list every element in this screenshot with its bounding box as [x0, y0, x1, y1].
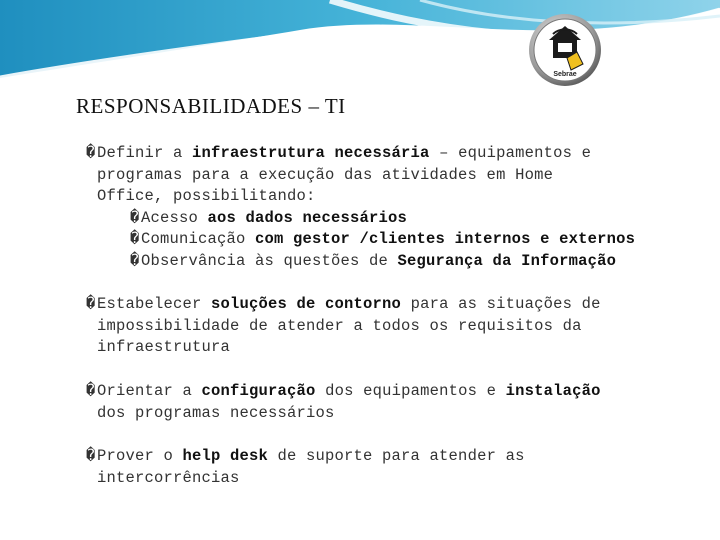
bullet-item: [86, 446, 706, 489]
body-text: Office, possibilitando:: [97, 187, 316, 205]
bullet-marker-icon: �: [130, 230, 140, 248]
house-shield-logo-icon: [527, 12, 603, 88]
sub-bullet-item: [86, 251, 706, 273]
body-text: para as situações de: [401, 295, 601, 313]
body-text: de suporte para atender as: [268, 447, 525, 465]
bullet-marker-icon: �: [86, 447, 96, 465]
emphasis-text: infraestrutura necessária: [192, 144, 430, 162]
bullet-marker-icon: �: [130, 251, 140, 270]
bullet-continuation-line: [86, 165, 706, 187]
body-text: Orientar a: [97, 382, 202, 400]
emphasis-text: configuração: [201, 382, 316, 400]
body-text: Estabelecer: [97, 295, 212, 313]
header-wave-decoration: [0, 0, 720, 90]
sub-bullet-item: [86, 229, 706, 251]
body-text: Acesso: [141, 208, 199, 227]
bullet-marker-icon: �: [86, 144, 96, 162]
bullet-continuation-line: [86, 337, 706, 359]
bullet-continuation-line: [86, 468, 706, 490]
bullet-first-line: [86, 294, 706, 316]
emphasis-text: com gestor /clientes internos e externos: [245, 230, 636, 248]
emphasis-text: aos dados necessários: [198, 208, 408, 227]
page-title: RESPONSABILIDADES – TI: [76, 94, 346, 118]
body-text: Comunicação: [141, 230, 246, 248]
bullet-item: [86, 381, 706, 424]
sub-bullet-item: [86, 208, 706, 230]
bullet-first-line: [86, 381, 706, 403]
logo-text: Sebrae: [553, 71, 577, 78]
body-text: infraestrutura: [97, 338, 231, 356]
bullet-item: [86, 294, 706, 359]
bullet-continuation-line: [86, 403, 706, 425]
bullet-item: [86, 143, 706, 272]
body-text: Observância às questões de: [141, 251, 398, 270]
bullet-marker-icon: �: [86, 382, 96, 400]
bullet-marker-icon: �: [130, 208, 140, 227]
body-text: Prover o: [97, 447, 183, 465]
body-text: dos equipamentos e: [315, 382, 506, 400]
body-text: intercorrências: [97, 468, 240, 487]
body-text: dos programas necessários: [97, 403, 335, 422]
body-text: – equipamentos e: [429, 144, 592, 162]
emphasis-text: soluções de contorno: [211, 295, 402, 313]
body-text: impossibilidade de atender a todos os requisitos da: [97, 316, 582, 335]
emphasis-text: instalação: [505, 382, 601, 400]
bullet-first-line: [86, 446, 706, 468]
emphasis-text: Segurança da Informação: [397, 251, 617, 270]
emphasis-text: help desk: [182, 447, 269, 465]
bullet-first-line: [86, 143, 706, 165]
bullet-continuation-line: [86, 316, 706, 338]
body-text: programas para a execução das atividades em Home: [97, 165, 554, 184]
bullet-continuation-line: [86, 186, 706, 208]
bullet-marker-icon: �: [86, 295, 96, 313]
body-text: Definir a: [97, 144, 193, 162]
